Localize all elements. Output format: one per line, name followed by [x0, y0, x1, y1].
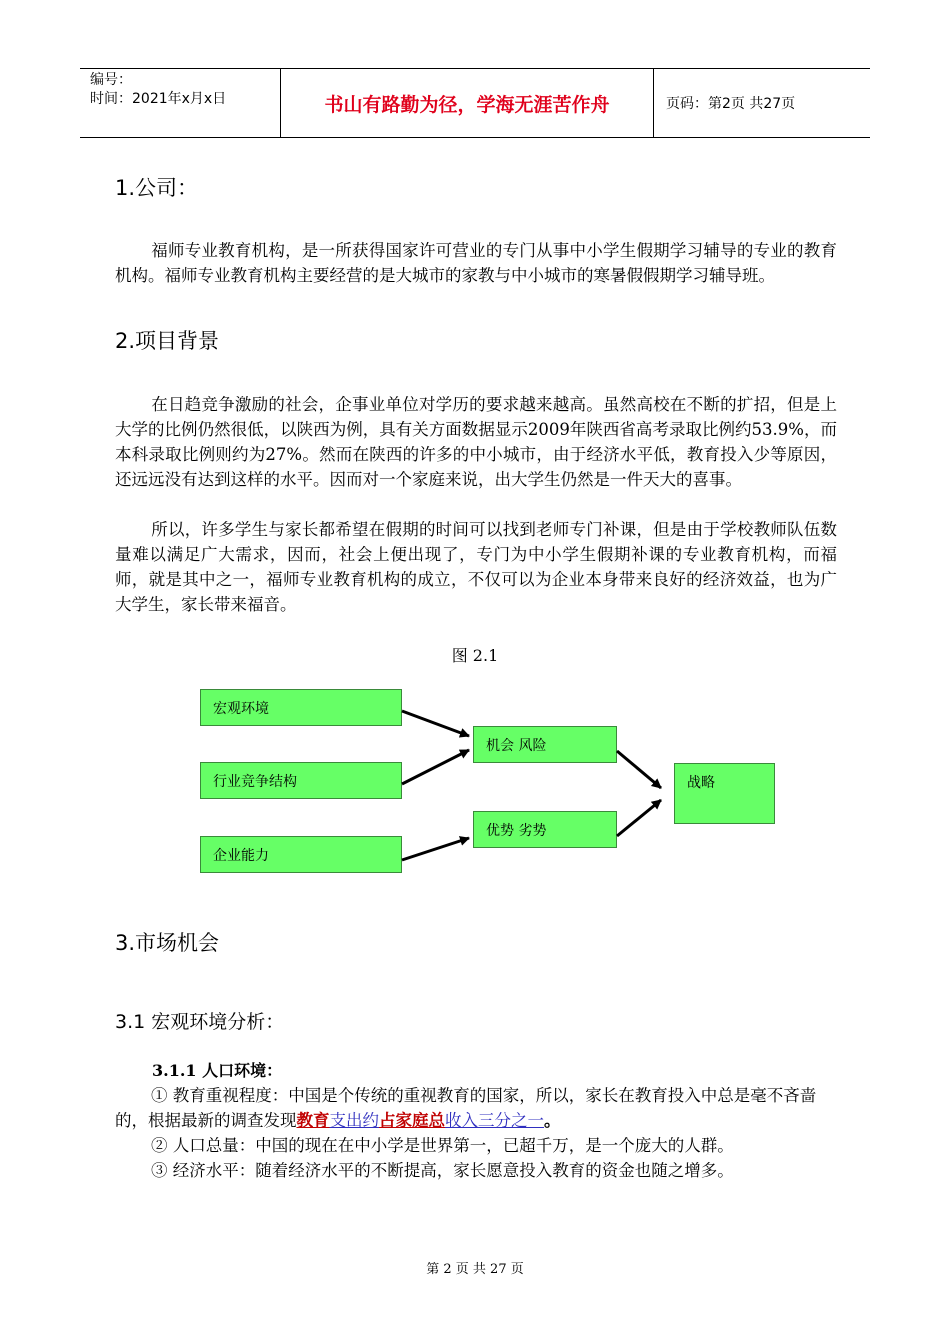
section-1-paragraph: 福师专业教育机构，是一所获得国家许可营业的专门从事中小学生假期学习辅导的专业的教育机构。福师专业教育机构主要经营的是大城市的家教与中小城市的寒暑假假期学习辅导班。	[115, 241, 837, 285]
number-label: 编号：	[90, 72, 132, 88]
box-strength-weakness: 优势 劣势	[473, 811, 617, 848]
section-2-paragraph-1: 在日趋竞争激励的社会，企事业单位对学历的要求越来越高。虽然高校在不断的扩招，但是上大学的比例仍然很低，以陕西为例，具有关方面数据显示2009年陕西省高考录取比例约53.9%，而本科录取比例则约为27%。然而在陕西的许多的中小城市，由于经济水平低，教育投入少等原因，还远远没有达到这样的水平。因而对一个家庭来说，出大学生仍然是一件天大的喜事。	[115, 395, 837, 489]
box-enterprise-ability: 企业能力	[200, 836, 402, 873]
section-3-1-1-title: 3.1.1 人口环境：	[152, 1061, 283, 1080]
time-label: 时间：2021年x月x日	[90, 91, 227, 107]
page-label: 页码：第2页 共27页	[666, 96, 796, 112]
section-3-title: 3.市场机会	[115, 931, 220, 955]
arrow-ability-to-strength	[402, 838, 469, 860]
box-strategy: 战略	[674, 763, 775, 824]
figure-caption: 图 2.1	[451, 646, 499, 665]
section-2-title: 2.项目背景	[115, 329, 220, 353]
section-2-paragraph-2: 所以，许多学生与家长都希望在假期的时间可以找到老师专门补课，但是由于学校教师队伍数量难以满足广大需求，因而，社会上便出现了，专门为中小学生假期补课的专业教育机构，而福师，就是其中之一，福师专业教育机构的成立，不仅可以为企业本身带来良好的经济效益，也为广大学生，家长带来福音。	[115, 520, 837, 614]
section-1-title: 1.公司：	[115, 176, 199, 200]
arrow-industry-to-opportunity	[402, 750, 469, 784]
list-item-economy: ③ 经济水平：随着经济水平的不断提高，家长愿意投入教育的资金也随之增多。	[151, 1161, 734, 1180]
motto: 书山有路勤为径，学海无涯苦作舟	[280, 69, 654, 137]
box-opportunity-risk: 机会 风险	[473, 726, 617, 763]
box-industry-competition: 行业竞争结构	[200, 762, 402, 799]
list-item-education: ① 教育重视程度：中国是个传统的重视教育的国家，所以，家长在教育投入中总是毫不吝啬的，根据最新的调查发现教育支出约占家庭总收入三分之一。	[115, 1086, 817, 1130]
page-footer: 第 2 页 共 27 页	[426, 1262, 524, 1277]
section-3-1-title: 3.1 宏观环境分析：	[115, 1011, 285, 1033]
arrow-strength-to-strategy	[617, 800, 661, 836]
arrow-opportunity-to-strategy	[617, 751, 661, 788]
list-item-population: ② 人口总量：中国的现在在中小学是世界第一，已超千万，是一个庞大的人群。	[151, 1136, 734, 1155]
box-macro-environment: 宏观环境	[200, 689, 402, 726]
arrow-macro-to-opportunity	[402, 711, 469, 736]
